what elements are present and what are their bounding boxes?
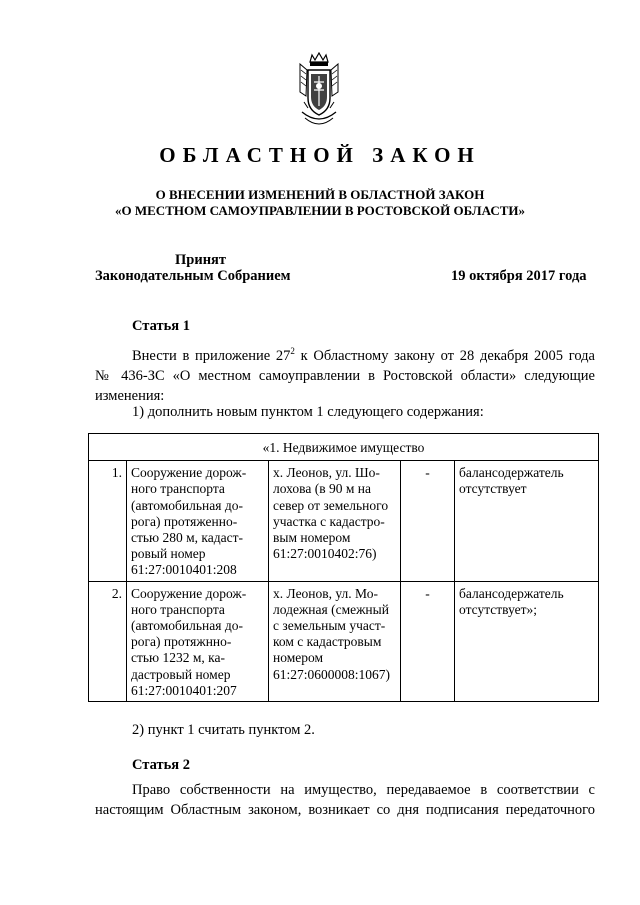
article-1-superscript: 2 <box>290 346 295 356</box>
law-type-title: ОБЛАСТНОЙ ЗАКОН <box>159 143 481 167</box>
article-2-line-1: Право собственности на имущество, передаваемое в соответствии с <box>132 782 595 798</box>
address-line: х. Леонов, ул. Шо- <box>273 465 380 481</box>
empty-value-dash: - <box>401 581 455 701</box>
adopted-by: Законодательным Собранием <box>95 268 291 284</box>
holder-line: балансодержатель <box>459 465 564 481</box>
article-1-line-1-part-a: Внести в приложение 27 <box>132 347 291 364</box>
address-line: с земельным участ- <box>273 618 386 634</box>
object-line: 61:27:0010401:207 <box>131 682 237 698</box>
object-line: рога) протяженно- <box>131 513 238 529</box>
object-line: стью 280 м, кадаст- <box>131 530 244 546</box>
law-subtitle-line-2: «О МЕСТНОМ САМОУПРАВЛЕНИИ В РОСТОВСКОЙ ОБЛАСТИ» <box>115 203 525 218</box>
object-line: ного транспорта <box>131 481 225 497</box>
adoption-date: 19 октября 2017 года <box>451 268 587 284</box>
object-line: дастровый номер <box>131 666 231 682</box>
object-line: ровый номер <box>131 546 206 562</box>
holder-line: отсутствует»; <box>459 601 538 617</box>
object-description <box>127 581 269 701</box>
address-line: лохова (в 90 м на <box>273 481 371 497</box>
object-address <box>269 581 401 701</box>
balance-holder <box>455 581 599 701</box>
article-1-text <box>95 341 595 406</box>
rostov-oblast-coat-of-arms-icon <box>296 52 342 132</box>
address-line: номером <box>273 650 324 666</box>
law-subtitle-line-1: О ВНЕСЕНИИ ИЗМЕНЕНИЙ В ОБЛАСТНОЙ ЗАКОН <box>155 187 485 202</box>
address-line: вым номером <box>273 530 351 546</box>
table-row <box>89 581 599 701</box>
balance-holder <box>455 461 599 581</box>
object-line: Сооружение дорож- <box>131 465 247 481</box>
article-1-line-3: изменения: <box>95 387 165 404</box>
address-line: 61:27:0010402:76) <box>273 546 377 562</box>
object-description <box>127 461 269 581</box>
object-line: (автомобильная до- <box>131 618 243 634</box>
article-2-line-2: настоящим Областным законом, возникает со дня подписания передаточного <box>95 802 595 818</box>
object-address <box>269 461 401 581</box>
address-line: лодежная (смежный <box>273 601 389 617</box>
property-table <box>88 433 599 702</box>
address-line: север от земельного <box>273 497 389 513</box>
object-line: Сооружение дорож- <box>131 585 247 601</box>
adopted-label: Принят <box>175 252 227 268</box>
object-line: ного транспорта <box>131 601 225 617</box>
article-1-point-1: 1) дополнить новым пунктом 1 следующего содержания: <box>132 404 484 420</box>
object-line: рога) протяжнно- <box>131 634 232 650</box>
row-number: 2. <box>89 581 127 701</box>
article-1-line-1 <box>95 341 595 366</box>
table-caption-row <box>89 434 599 461</box>
article-2-text <box>95 780 595 820</box>
row-number: 1. <box>89 461 127 581</box>
address-line: х. Леонов, ул. Мо- <box>273 585 378 601</box>
table-row <box>89 461 599 581</box>
article-1-line-1-part-b: к Областному закону от 28 декабря 2005 года <box>294 347 595 364</box>
table-caption: «1. Недвижимое имущество <box>89 434 599 461</box>
article-1-point-2: 2) пункт 1 считать пунктом 2. <box>132 722 315 738</box>
holder-line: балансодержатель <box>459 585 564 601</box>
object-line: стью 1232 м, ка- <box>131 650 226 666</box>
article-1-heading: Статья 1 <box>132 318 190 334</box>
address-line: участка с кадастро- <box>273 513 385 529</box>
object-line: 61:27:0010401:208 <box>131 562 237 578</box>
article-2-heading: Статья 2 <box>132 757 190 773</box>
object-line: (автомобильная до- <box>131 497 243 513</box>
empty-value-dash: - <box>401 461 455 581</box>
address-line: ком с кадастровым <box>273 634 382 650</box>
article-1-line-2: № 436-ЗС «О местном самоуправлении в Ростовской области» следующие <box>95 367 595 384</box>
holder-line: отсутствует <box>459 481 527 497</box>
address-line: 61:27:0600008:1067) <box>273 666 390 682</box>
